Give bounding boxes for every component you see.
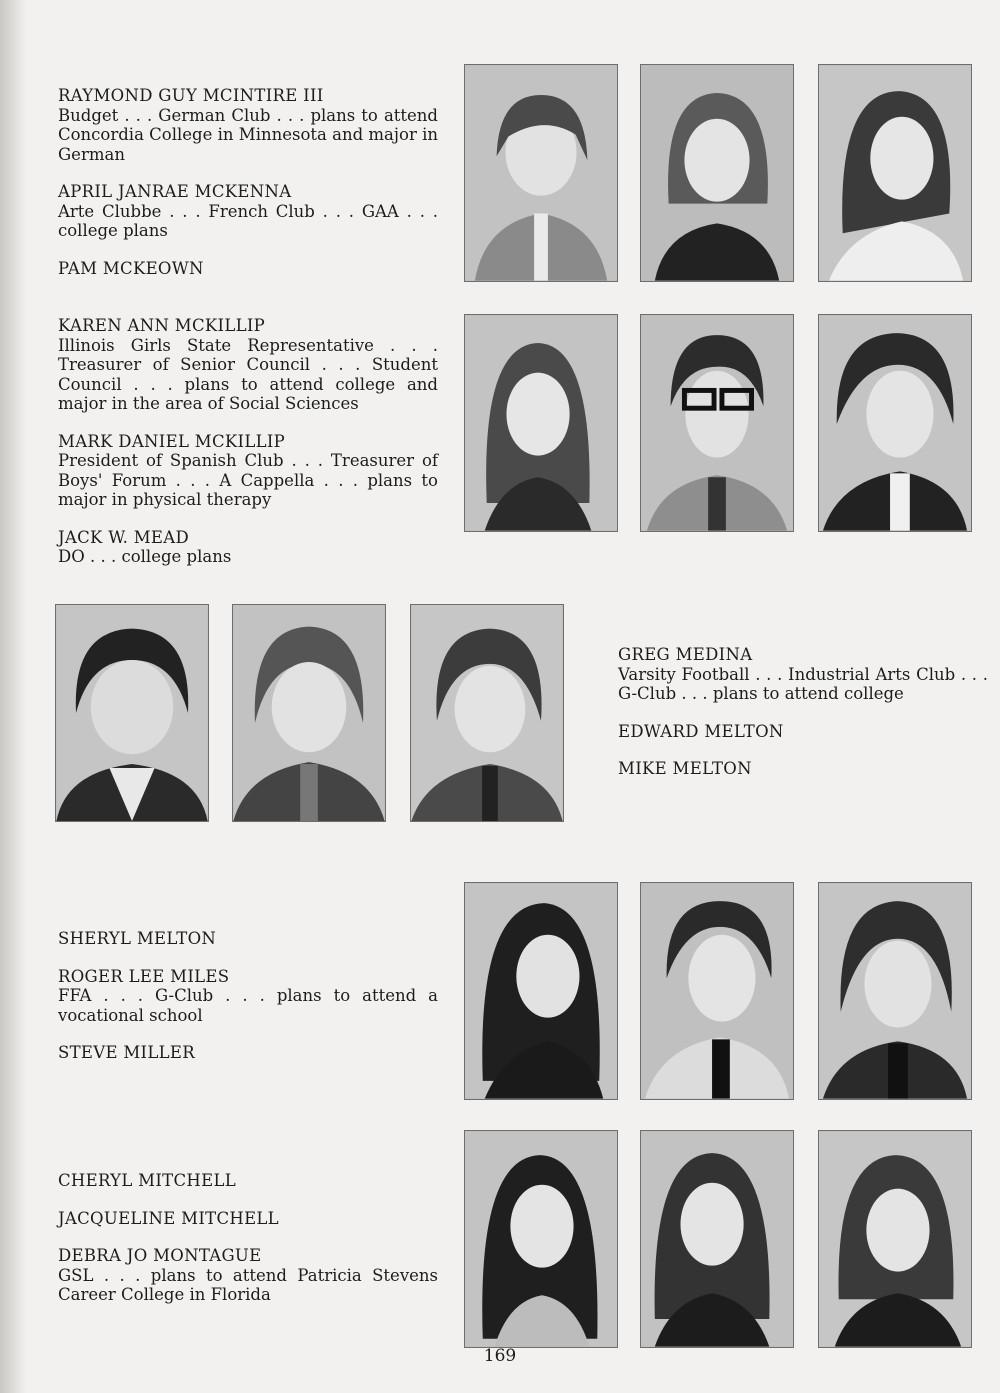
student-activities: DO . . . college plans	[58, 547, 232, 566]
student-name: GREG MEDINA	[618, 645, 753, 664]
section-3-text	[618, 645, 988, 797]
student-activities: GSL . . . plans to attend Patricia Stevens Career College in Florida	[58, 1265, 438, 1304]
student-entry	[58, 1043, 438, 1063]
student-name: EDWARD MELTON	[618, 721, 784, 741]
student-portrait	[818, 64, 972, 282]
student-entry	[58, 86, 438, 164]
student-name: APRIL JANRAE MCKENNA	[58, 182, 292, 201]
student-name: JACQUELINE MITCHELL	[58, 1208, 279, 1228]
student-name: MIKE MELTON	[618, 759, 752, 778]
student-entry	[618, 645, 988, 704]
student-name: PAM MCKEOWN	[58, 258, 204, 278]
student-portrait	[640, 1130, 794, 1348]
student-portrait	[818, 314, 972, 532]
student-portrait	[464, 1130, 618, 1348]
student-activities: Budget . . . German Club . . . plans to attend Concordia College in Minnesota and major in German	[58, 105, 438, 164]
student-entry	[58, 967, 438, 1026]
student-activities: President of Spanish Club . . . Treasurer of Boys' Forum . . . A Cappella . . . plans to major in physical therapy	[58, 451, 438, 509]
student-portrait	[464, 882, 618, 1100]
student-name: MARK DANIEL MCKILLIP	[58, 431, 286, 451]
student-activities: Arte Clubbe . . . French Club . . . GAA . . . college plans	[58, 201, 438, 240]
student-entry	[618, 722, 988, 742]
student-name: JACK W. MEAD	[58, 527, 189, 547]
student-entry	[58, 1171, 438, 1191]
student-entry	[58, 528, 438, 567]
book-spine-shadow	[0, 0, 26, 1393]
student-portrait	[55, 604, 209, 822]
student-portrait	[818, 882, 972, 1100]
student-entry	[58, 1246, 438, 1305]
student-portrait	[640, 882, 794, 1100]
student-portrait	[410, 604, 564, 822]
student-activities: FFA . . . G-Club . . . plans to attend a vocational school	[58, 986, 438, 1025]
student-entry	[618, 759, 988, 779]
student-name: DEBRA JO MONTAGUE	[58, 1246, 262, 1265]
student-entry	[58, 929, 438, 949]
student-portrait	[464, 64, 618, 282]
student-portrait	[818, 1130, 972, 1348]
student-name: KAREN ANN MCKILLIP	[58, 316, 266, 335]
section-1-text	[58, 86, 438, 296]
student-portrait	[232, 604, 386, 822]
section-2-text	[58, 316, 438, 585]
student-activities: Varsity Football . . . Industrial Arts Club . . . G-Club . . . plans to attend college	[618, 664, 988, 703]
student-name: ROGER LEE MILES	[58, 966, 230, 986]
student-entry	[58, 432, 438, 510]
page-number: 169	[483, 1346, 517, 1366]
student-activities: Illinois Girls State Representative . . . Treasurer of Senior Council . . . Student Council . . . plans to attend college and major in the area of Social Sciences	[58, 335, 438, 413]
student-entry	[58, 259, 438, 279]
student-name: SHERYL MELTON	[58, 929, 217, 948]
student-name: RAYMOND GUY MCINTIRE III	[58, 86, 324, 105]
section-4-text	[58, 929, 438, 1081]
student-portrait	[640, 64, 794, 282]
student-name: CHERYL MITCHELL	[58, 1171, 236, 1190]
section-5-text	[58, 1171, 438, 1323]
student-entry	[58, 316, 438, 414]
student-entry	[58, 1209, 438, 1229]
student-portrait	[464, 314, 618, 532]
student-portrait	[640, 314, 794, 532]
student-entry	[58, 182, 438, 241]
student-name: STEVE MILLER	[58, 1043, 195, 1062]
